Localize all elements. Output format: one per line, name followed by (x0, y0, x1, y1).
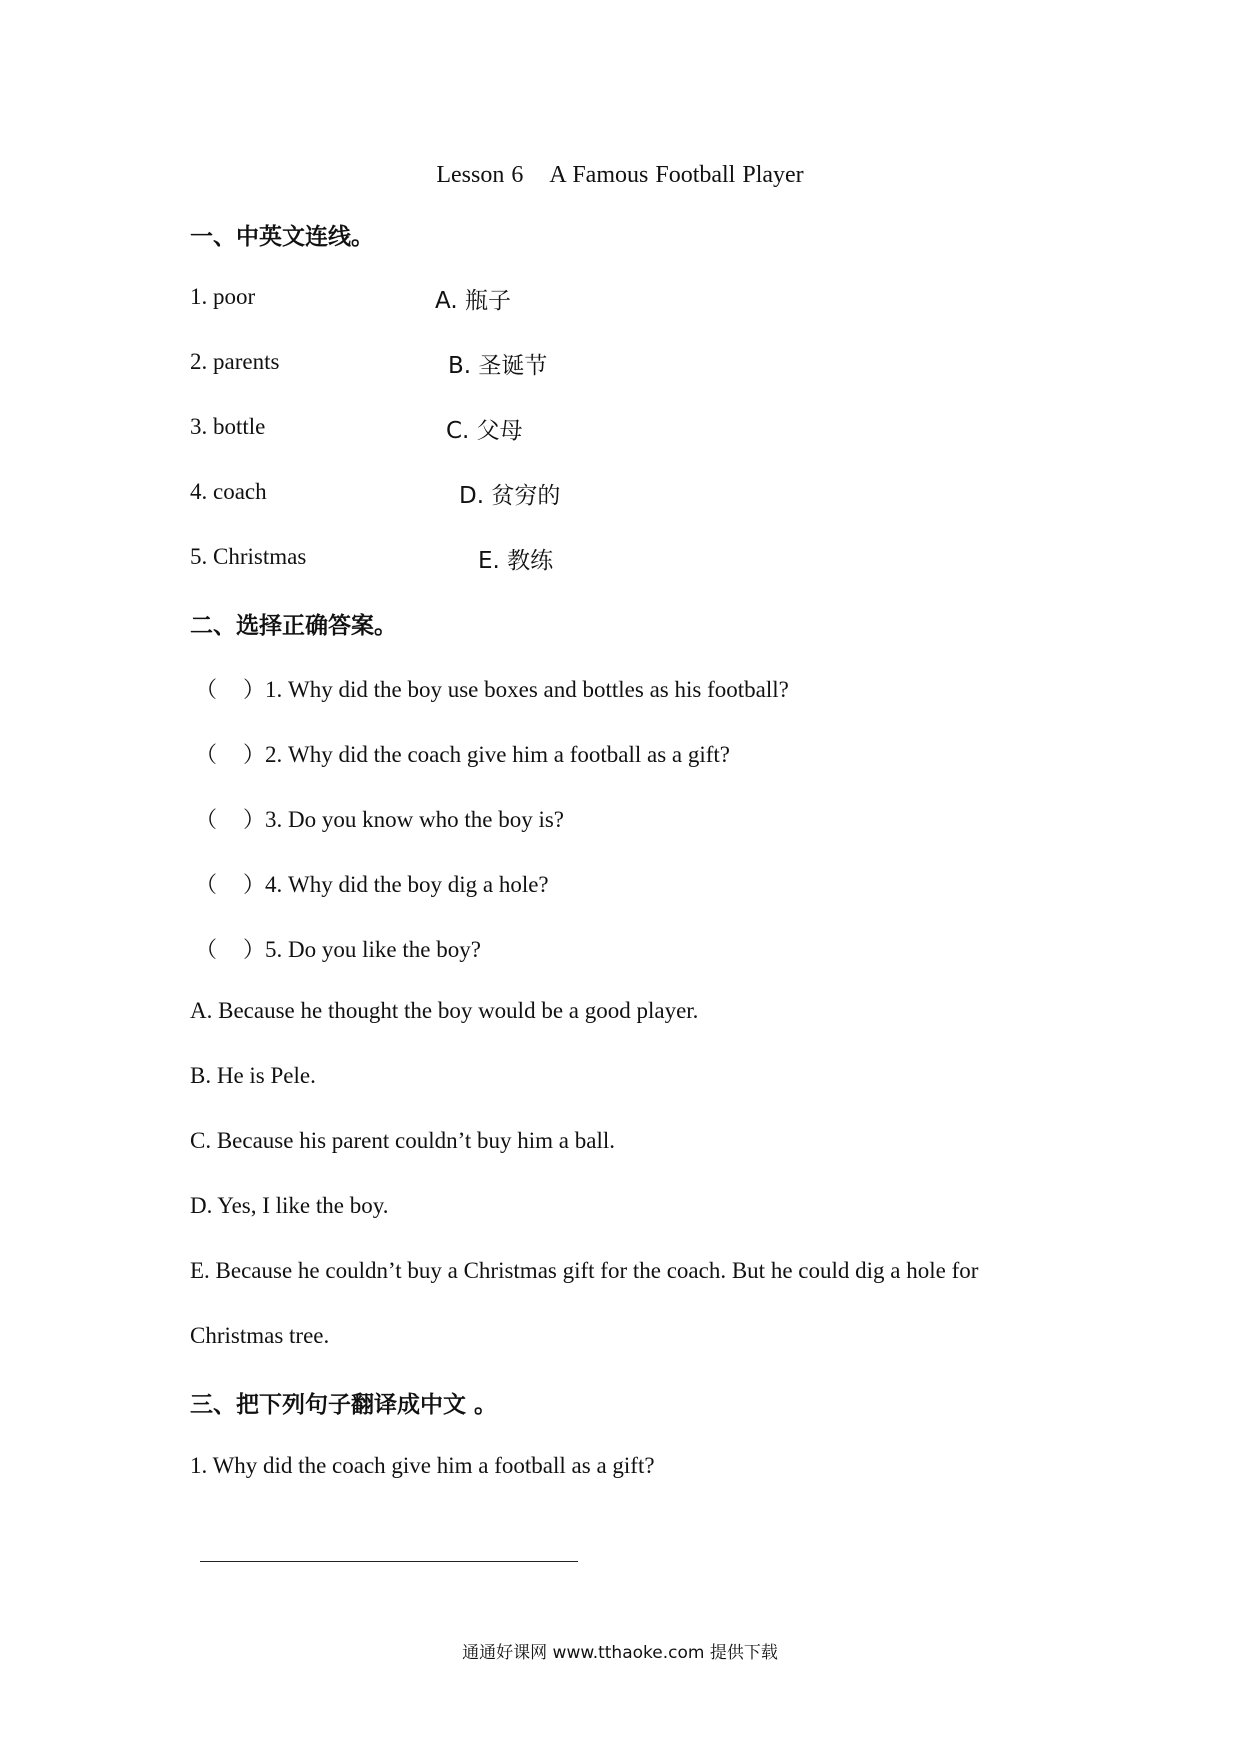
answer-option: B. He is Pele. (190, 1063, 316, 1088)
answer-paren-open: （ (195, 938, 218, 963)
answer-option: C. Because his parent couldn’t buy him a ball. (190, 1128, 615, 1153)
match-word: 4. coach (190, 479, 267, 504)
answer-option: E. Because he couldn’t buy a Christmas gift for the coach. But he could dig a hole for (190, 1258, 979, 1283)
question-row (195, 738, 730, 769)
lesson-name: A Famous Football Player (549, 162, 804, 188)
question-text: 1. Why did the boy use boxes and bottles as his football? (265, 677, 789, 702)
question-row (195, 933, 481, 964)
question-text: 2. Why did the coach give him a football as a gift? (265, 742, 730, 767)
answer-paren-close: ） (243, 678, 266, 703)
question-row (195, 868, 549, 899)
section3-heading: 三、把下列句子翻译成中文 。 (190, 1392, 498, 1418)
answer-paren-close: ） (243, 743, 266, 768)
match-meaning: E. 教练 (478, 548, 554, 574)
section2-heading: 二、选择正确答案。 (190, 613, 397, 639)
question-text: 3. Do you know who the boy is? (265, 807, 565, 832)
match-meaning: B. 圣诞节 (448, 353, 548, 379)
answer-paren-close: ） (243, 938, 266, 963)
match-meaning: D. 贫穷的 (459, 483, 561, 509)
answer-paren-open: （ (195, 743, 218, 768)
match-meaning: C. 父母 (446, 418, 523, 444)
lesson-number: Lesson 6 (436, 162, 524, 188)
question-row (195, 673, 789, 704)
answer-option: A. Because he thought the boy would be a good player. (190, 998, 699, 1023)
answer-paren-close: ） (243, 873, 266, 898)
match-word: 5. Christmas (190, 544, 307, 569)
answer-paren-open: （ (195, 678, 218, 703)
translation-sentence: 1. Why did the coach give him a football as a gift? (190, 1453, 655, 1478)
match-meaning: A. 瓶子 (435, 288, 511, 314)
answer-paren-close: ） (243, 808, 266, 833)
question-row (195, 803, 564, 834)
page-footer: 通通好课网 www.tthaoke.com 提供下载 (462, 1643, 778, 1663)
question-text: 5. Do you like the boy? (265, 937, 481, 962)
match-word: 2. parents (190, 349, 280, 374)
answer-paren-open: （ (195, 873, 218, 898)
match-word: 3. bottle (190, 414, 266, 439)
lesson-title (0, 162, 1240, 189)
question-text: 4. Why did the boy dig a hole? (265, 872, 549, 897)
section1-heading: 一、中英文连线。 (190, 224, 374, 250)
match-word: 1. poor (190, 284, 256, 309)
answer-paren-open: （ (195, 808, 218, 833)
answer-option: D. Yes, I like the boy. (190, 1193, 389, 1218)
answer-blank-line[interactable] (200, 1561, 578, 1562)
answer-option-continued: Christmas tree. (190, 1323, 330, 1348)
